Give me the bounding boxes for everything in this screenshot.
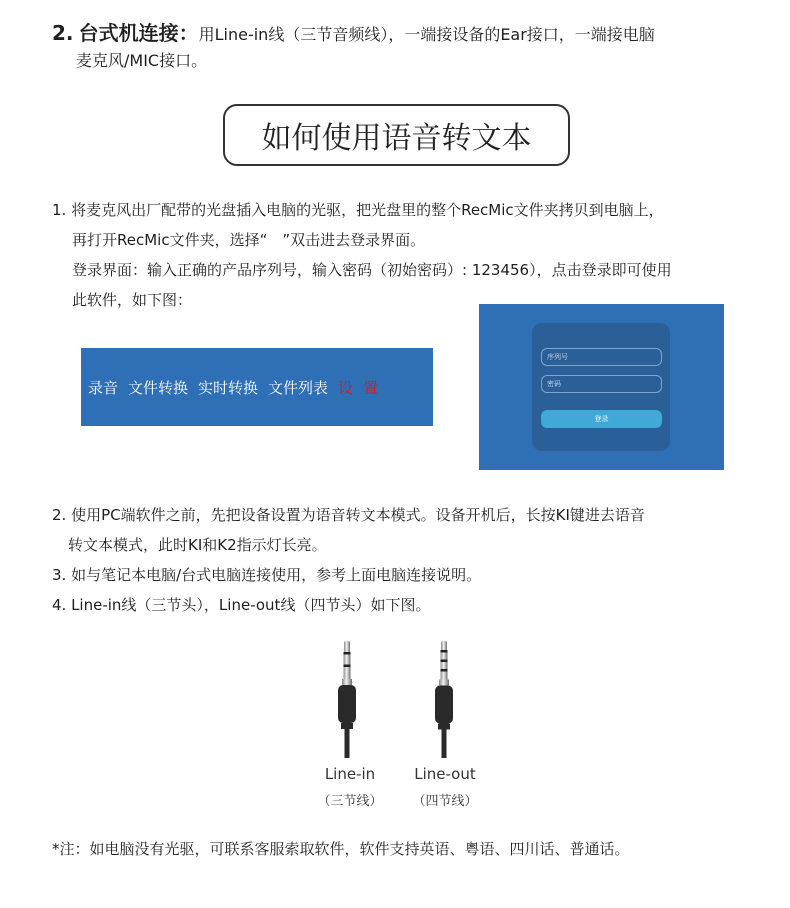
software-menu-bar [81, 348, 433, 426]
footnote: *注：如电脑没有光驱，可联系客服索取软件，软件支持英语、粤语、四川话、普通话。 [52, 840, 630, 858]
section-text-line2: 麦克风/MIC接口。 [76, 51, 208, 70]
step2-line1: 2. 使用PC端软件之前，先把设备设置为语音转文本模式。设备开机后，长按KI键进去语音 [52, 506, 645, 524]
step1-line3: 登录界面：输入正确的产品序列号，输入密码（初始密码）: 123456），点击登录即可使用 [72, 261, 672, 279]
menu-item-realtime-convert[interactable]: 实时转换 [198, 378, 259, 397]
step2-line2: 转文本模式，此时KI和K2指示灯长亮。 [68, 536, 327, 554]
menu-item-settings[interactable]: 设置 [338, 378, 389, 397]
step4: 4. Line-in线（三节头），Line-out线（四节头）如下图。 [52, 596, 431, 614]
section-desktop-connection [52, 20, 772, 74]
howto-title: 如何使用语音转文本 [223, 104, 570, 166]
step1-line4: 此软件，如下图： [72, 291, 193, 309]
section-text-line1: 用Line-in线（三节音频线），一端接设备的Ear接口，一端接电脑 [198, 25, 655, 44]
login-screenshot [479, 304, 724, 470]
line-out-label: Line-out [414, 765, 476, 783]
menu-item-file-convert[interactable]: 文件转换 [128, 378, 189, 397]
login-card [532, 323, 670, 451]
line-in-sublabel: （三节线） [317, 794, 383, 809]
line-in-plug-icon [335, 640, 359, 758]
password-input[interactable]: 密码 [541, 375, 662, 393]
serial-number-input[interactable]: 序列号 [541, 348, 662, 366]
step1-line1: 1. 将麦克风出厂配带的光盘插入电脑的光驱，把光盘里的整个RecMic文件夹拷贝到电脑上， [52, 201, 664, 219]
section-heading-line [52, 20, 772, 48]
step1-line2: 再打开RecMic文件夹，选择“ ”双击进去登录界面。 [72, 231, 426, 249]
steps-2-4-block [52, 500, 777, 620]
step1-block [52, 195, 777, 315]
menu-item-record[interactable]: 录音 [88, 378, 119, 397]
line-out-sublabel: （四节线） [412, 794, 478, 809]
section-heading: 台式机连接： [78, 21, 199, 45]
menu-item-file-list[interactable]: 文件列表 [268, 378, 329, 397]
login-button[interactable]: 登录 [541, 410, 662, 428]
line-out-plug-icon [432, 640, 456, 758]
step3: 3. 如与笔记本电脑/台式电脑连接使用，参考上面电脑连接说明。 [52, 566, 482, 584]
section-number: 2. [52, 21, 74, 45]
line-in-label: Line-in [324, 765, 376, 783]
